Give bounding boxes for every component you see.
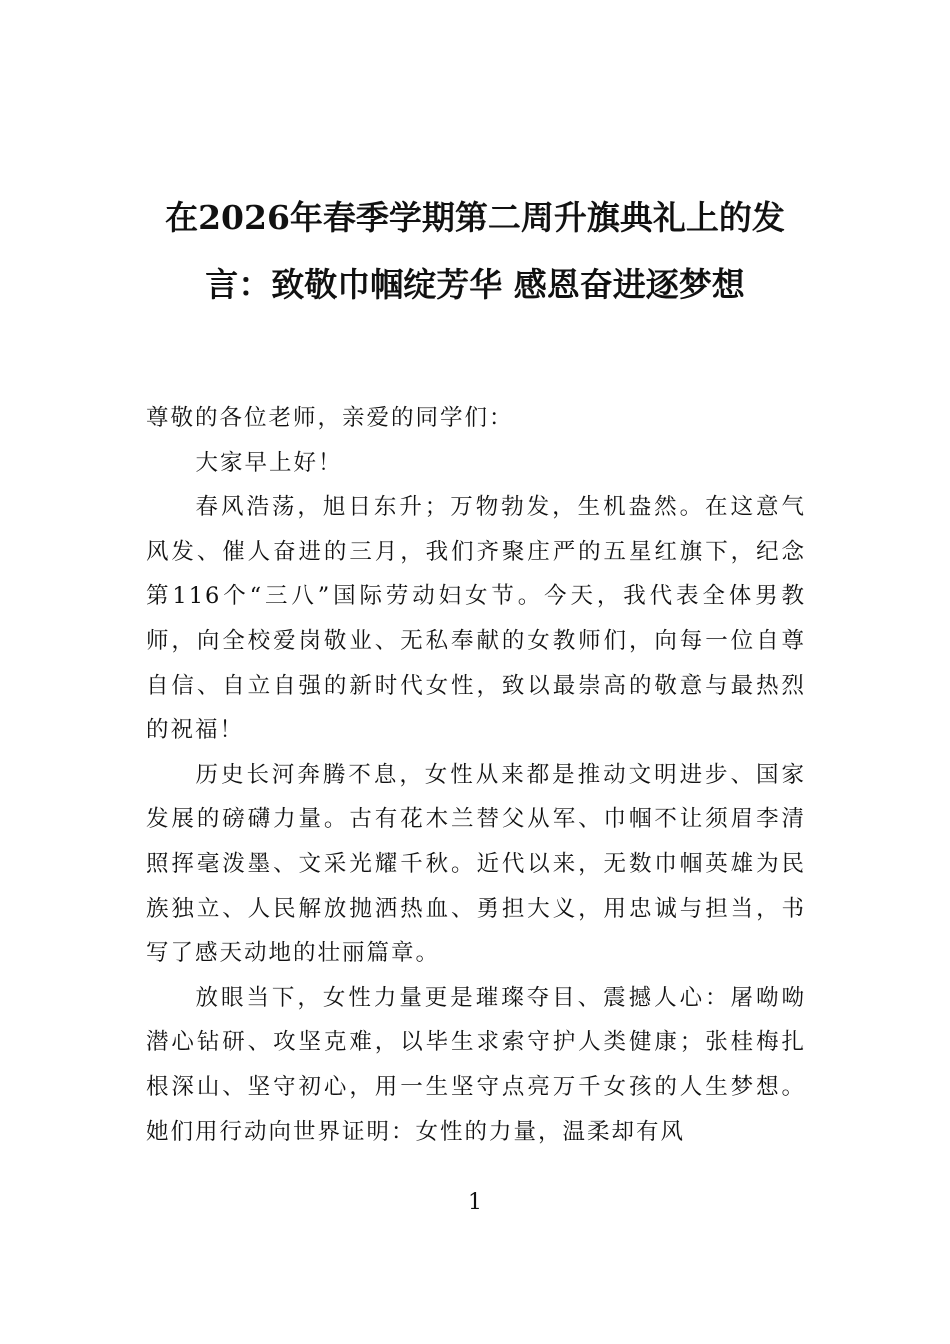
- document-title: [140, 184, 810, 318]
- paragraph-greeting: 大家早上好！: [195, 449, 343, 476]
- salutation: 尊敬的各位老师，亲爱的同学们：: [146, 405, 514, 431]
- paragraph: 历史长河奔腾不息，女性从来都是推动文明进步、国家发展的磅礴力量。古有花木兰替父从军、巾帼不让须眉李清照挥毫泼墨、文采光耀千秋。近代以来，无数巾帼英雄为民族独立、人民解放抛洒热血、勇担大义，用忠诚与担当，书写了感天动地的壮丽篇章。: [146, 761, 806, 967]
- document-body: [146, 396, 806, 1154]
- paragraph: 放眼当下，女性力量更是璀璨夺目、震撼人心：屠呦呦潜心钻研、攻坚克难，以毕生求索守护人类健康；张桂梅扎根深山、坚守初心，用一生坚守点亮万千女孩的人生梦想。她们用行动向世界证明：女性的力量，温柔却有风: [146, 984, 806, 1145]
- title-line-2: 言：致敬巾帼绽芳华 感恩奋进逐梦想: [205, 265, 745, 304]
- page-number: 1: [468, 1190, 482, 1215]
- title-line-1: 在2026年春季学期第二周升旗典礼上的发: [165, 198, 785, 237]
- paragraph: 春风浩荡，旭日东升；万物勃发，生机盎然。在这意气风发、催人奋进的三月，我们齐聚庄严的五星红旗下，纪念第116个“三八”国际劳动妇女节。今天，我代表全体男教师，向全校爱岗敬业、无私奉献的女教师们，向每一位自尊自信、自立自强的新时代女性，致以最崇高的敬意与最热烈的祝福！: [146, 494, 806, 744]
